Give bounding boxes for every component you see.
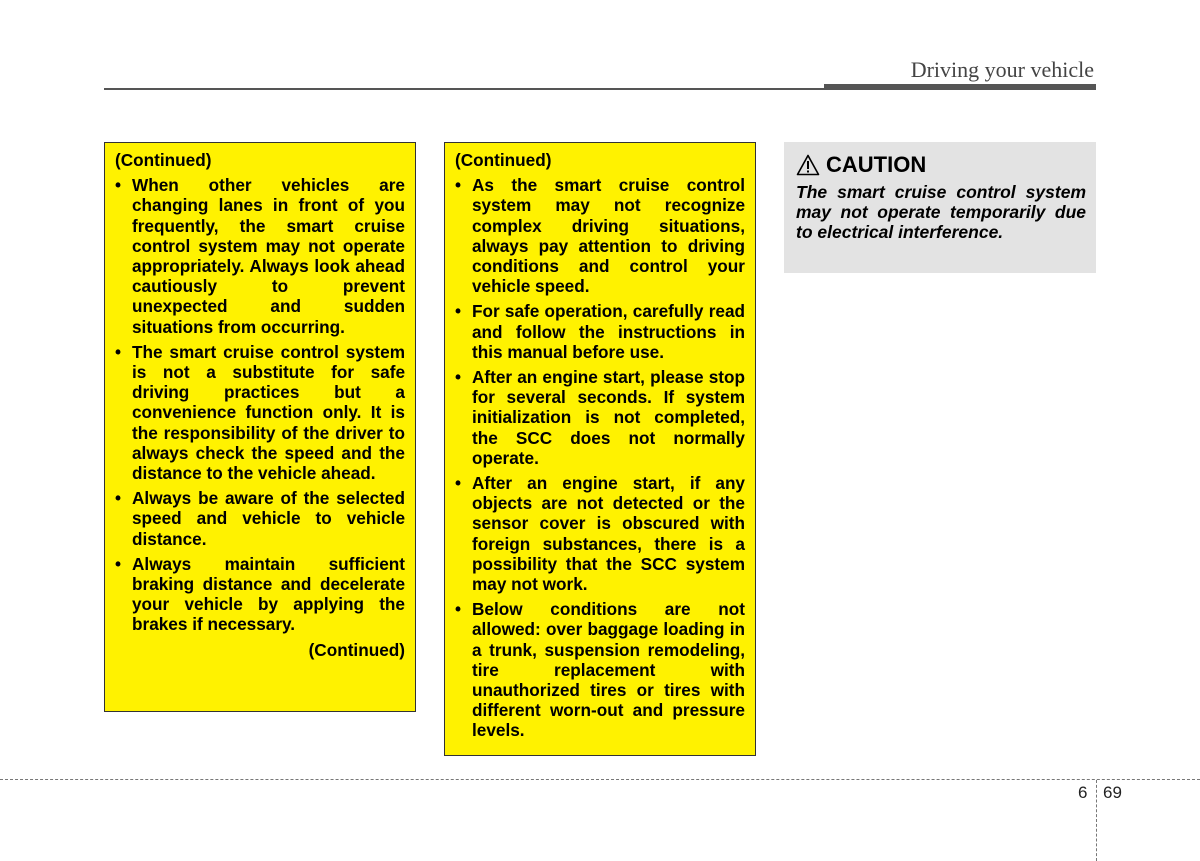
continued-label: (Continued) <box>115 150 212 170</box>
warning-box-left <box>104 142 416 712</box>
header-rule <box>104 88 824 90</box>
caution-title: CAUTION <box>826 152 927 177</box>
bullet-item: • Always maintain sufficient braking distance and decelerate your vehicle by applying the brakes if necessary. <box>115 554 405 635</box>
caution-box <box>784 142 1096 273</box>
footer-dashed-rule <box>0 779 1200 780</box>
section-number: 6 <box>1078 783 1088 802</box>
page-number: 69 <box>1103 783 1122 802</box>
caution-text: The smart cruise control system may not operate temporarily due to electrical interference. <box>796 182 1086 242</box>
bullet-list <box>115 175 405 634</box>
caution-header <box>796 152 1086 178</box>
bullet-item: • After an engine start, please stop for several seconds. If system initialization is not completed, the SCC does not normally operate. <box>455 367 745 468</box>
bullet-item: • When other vehicles are changing lanes in front of you frequently, the smart cruise control system may not operate appropriately. Always look ahead cautiously to prevent unexpected and sudden situations from occurring. <box>115 175 405 337</box>
page-header-title: Driving your vehicle <box>910 57 1094 82</box>
continued-label: (Continued) <box>455 150 552 170</box>
footer-dashed-divider <box>1096 780 1097 861</box>
warning-triangle-icon <box>796 154 820 176</box>
bullet-item: • For safe operation, carefully read and follow the instructions in this manual before use. <box>455 301 745 362</box>
bullet-item: • Below conditions are not allowed: over baggage loading in a trunk, suspension remodeling, tire replacement with unauthorized tires or tires with different worn-out and pressure levels. <box>455 599 745 740</box>
bullet-list <box>455 175 745 740</box>
header-accent-bar <box>824 84 1096 90</box>
warning-box-middle <box>444 142 756 756</box>
bullet-item: • After an engine start, if any objects are not detected or the sensor cover is obscured with foreign substances, there is a possibility that the SCC system may not work. <box>455 473 745 594</box>
bullet-item: • As the smart cruise control system may not recognize complex driving situations, always pay attention to driving conditions and control your vehicle speed. <box>455 175 745 296</box>
bullet-item: • Always be aware of the selected speed and vehicle to vehicle distance. <box>115 488 405 549</box>
bullet-item: • The smart cruise control system is not a substitute for safe driving practices but a convenience function only. It is the responsibility of the driver to always check the speed and the distance to the vehicle ahead. <box>115 342 405 483</box>
continued-label-end: (Continued) <box>308 639 405 660</box>
